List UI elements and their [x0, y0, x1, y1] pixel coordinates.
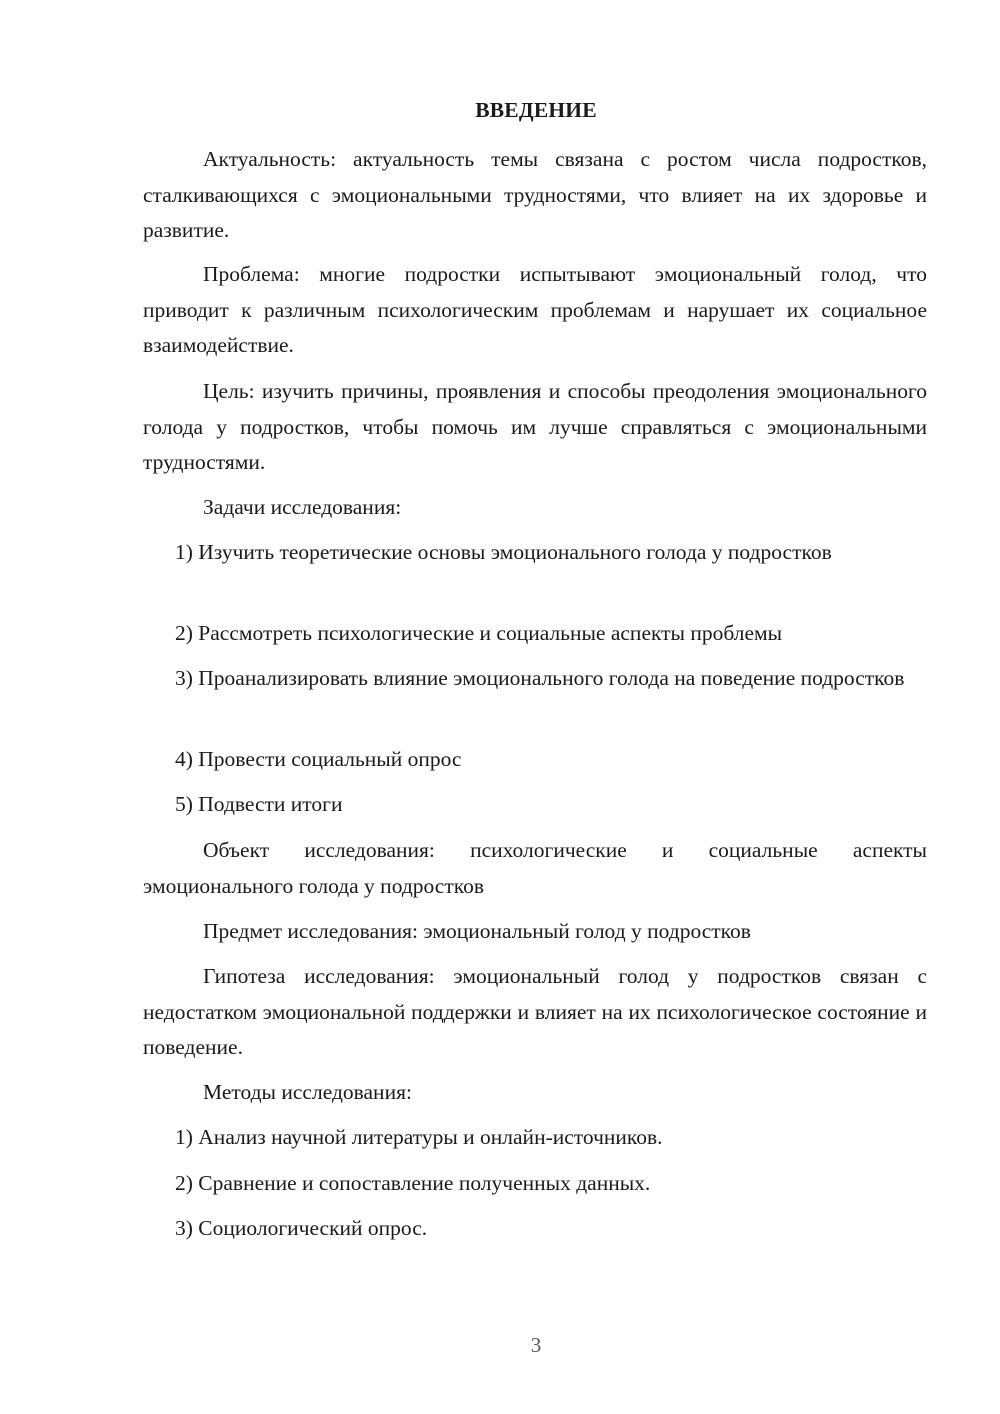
paragraph-hypothesis: Гипотеза исследования: эмоциональный голод у подростков связан с недостатком эмоциональной поддержки и влияет на их психологическое состояние и поведение.	[143, 964, 927, 1059]
paragraph-relevance: Актуальность: актуальность темы связана с ростом числа подростков, сталкивающихся с эмоциональными трудностями, что влияет на их здоровье и развитие.	[143, 147, 927, 242]
page-number: 3	[530, 1333, 542, 1357]
tasks-title: Задачи исследования:	[203, 495, 402, 519]
method-item: 3) Социологический опрос.	[175, 1216, 428, 1240]
section-heading: ВВЕДЕНИЕ	[475, 98, 597, 122]
paragraph-subject: Предмет исследования: эмоциональный голод у подростков	[203, 919, 751, 943]
methods-title: Методы исследования:	[203, 1080, 412, 1104]
task-item: 5) Подвести итоги	[175, 792, 343, 816]
task-item: 4) Провести социальный опрос	[175, 747, 462, 771]
task-item: 1) Изучить теоретические основы эмоционального голода у подростков	[175, 540, 832, 564]
paragraph-goal: Цель: изучить причины, проявления и способы преодоления эмоционального голода у подростков, чтобы помочь им лучше справляться с эмоциональными трудностями.	[143, 379, 927, 474]
paragraph-object: Объект исследования: психологические и социальные аспекты эмоционального голода у подростков	[143, 838, 927, 898]
method-item: 2) Сравнение и сопоставление полученных данных.	[175, 1171, 651, 1195]
task-item: 2) Рассмотреть психологические и социальные аспекты проблемы	[175, 621, 783, 645]
paragraph-problem: Проблема: многие подростки испытывают эмоциональный голод, что приводит к различным психологическим проблемам и нарушает их социальное взаимодействие.	[143, 262, 927, 357]
method-item: 1) Анализ научной литературы и онлайн-источников.	[175, 1125, 663, 1149]
task-item: 3) Проанализировать влияние эмоционального голода на поведение подростков	[175, 666, 905, 690]
